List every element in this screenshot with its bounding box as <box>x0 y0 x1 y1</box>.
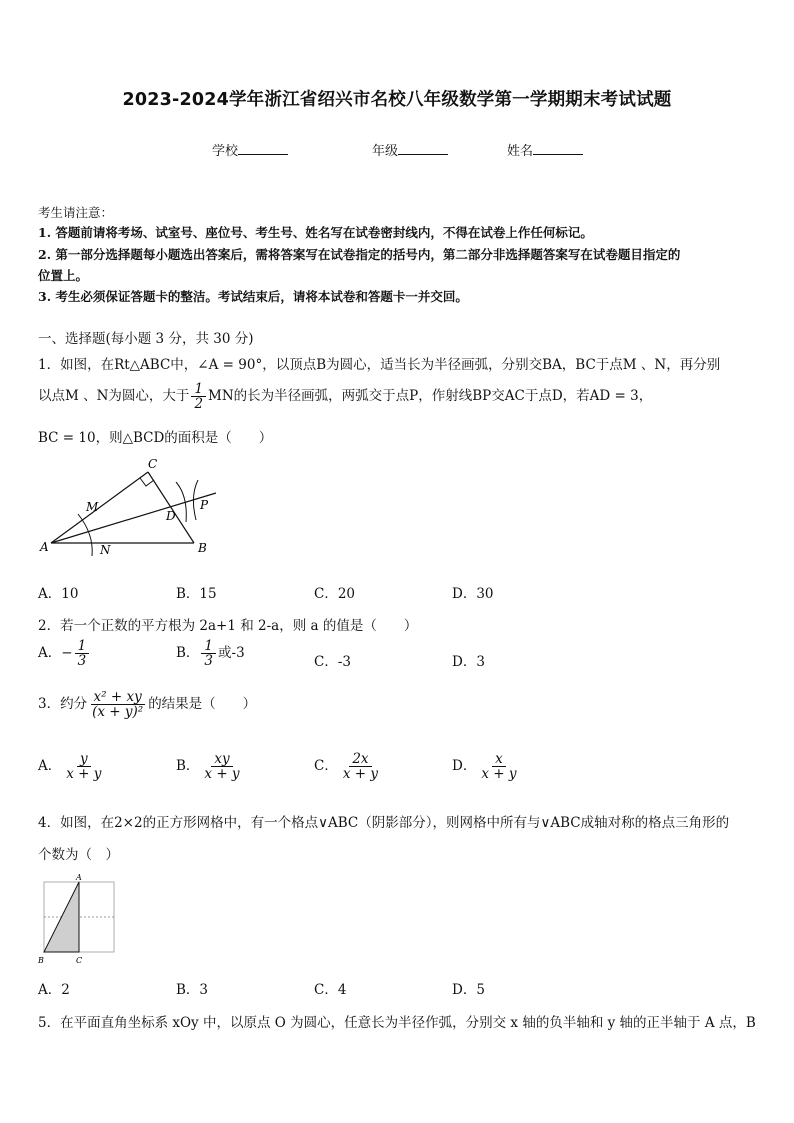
school-field <box>212 140 288 159</box>
notice-item: 位置上。 <box>38 268 89 283</box>
q4-line2: 个数为（ ） <box>38 847 119 863</box>
label-n: N <box>100 543 111 557</box>
q4-option-a: A．2 <box>38 982 70 998</box>
q3-a-num: y <box>77 752 91 767</box>
q3-option-d-label: D． <box>452 758 477 775</box>
label-p: P <box>200 498 209 512</box>
q3-option-a-fraction <box>63 752 104 781</box>
label-m: M <box>86 500 99 514</box>
q2-option-b <box>176 639 245 668</box>
q2-option-c: C．-3 <box>314 654 351 670</box>
q3-fraction <box>89 690 146 719</box>
page-title: 2023-2024学年浙江省绍兴市名校八年级数学第一学期期末考试试题 <box>122 90 672 110</box>
q3-option-a <box>38 752 106 781</box>
q3-option-d-fraction <box>478 752 519 781</box>
q2-a-den: 3 <box>77 653 87 670</box>
section-heading: 一、选择题(每小题 3 分，共 30 分) <box>38 331 254 347</box>
label-b: B <box>198 541 207 555</box>
q1-option-b: B．15 <box>176 586 217 602</box>
q1-frac-num: 1 <box>191 382 206 397</box>
q3-option-b-fraction <box>201 752 242 781</box>
q4-grid-figure <box>36 872 120 968</box>
q1-fraction <box>191 382 206 411</box>
notice-item: 1. 答题前请将考场、试室号、座位号、考生号、姓名写在试卷密封线内，不得在试卷上作任何标记。 <box>38 225 593 240</box>
q3-d-num: x <box>492 752 506 767</box>
notice-item: 2. 第一部分选择题每小题选出答案后，需将答案写在试卷指定的括号内，第二部分非选择题答案写在试卷题目指定的 <box>38 247 681 262</box>
q3-prefix: 3．约分 <box>38 696 88 713</box>
q2-option-a <box>38 639 91 668</box>
notice-heading: 考生请注意： <box>38 205 114 220</box>
name-field <box>507 140 583 159</box>
q1-option-a: A．10 <box>38 586 79 602</box>
q1-line2-b: MN的长为半径画弧，两弧交于点P，作射线BP交AC于点D，若AD = 3， <box>208 388 653 405</box>
q2-stem: 2．若一个正数的平方根为 2a+1 和 2-a，则 a 的值是（ ） <box>38 618 418 634</box>
label-a: A <box>76 873 82 882</box>
q4-line1: 4．如图，在2×2的正方形网格中，有一个格点∨ABC（阴影部分），则网格中所有与∨ABC成轴对称的格点三角形的 <box>38 815 730 831</box>
q2-b-num: 1 <box>201 639 216 654</box>
grade-field <box>372 140 448 159</box>
q2-option-d: D．3 <box>452 654 485 670</box>
q3-c-den: x + y <box>342 766 378 783</box>
q2-option-b-fraction <box>201 639 216 668</box>
notice-item: 3. 考生必须保证答题卡的整洁。考试结束后，请将本试卷和答题卡一并交回。 <box>38 289 468 304</box>
q3-b-num: xy <box>211 752 232 767</box>
school-blank <box>238 142 288 155</box>
grade-label: 年级 <box>372 144 399 159</box>
q3-den: (x + y)² <box>92 704 144 721</box>
segment-ac <box>51 472 148 543</box>
q3-c-num: 2x <box>349 752 371 767</box>
name-blank <box>533 142 583 155</box>
q2-b-den: 3 <box>204 653 214 670</box>
label-b: B <box>38 956 44 965</box>
q3-num: x² + xy <box>91 690 145 705</box>
q3-option-c-label: C． <box>314 758 338 775</box>
label-a: A <box>40 540 49 554</box>
q3-stem <box>38 690 256 719</box>
q1-option-d: D．30 <box>452 586 494 602</box>
q3-suffix: 的结果是（ ） <box>148 696 257 713</box>
q1-line3: BC = 10，则△BCD的面积是（ ） <box>38 430 273 446</box>
name-label: 姓名 <box>507 144 534 159</box>
q3-option-c <box>314 752 383 781</box>
q3-a-den: x + y <box>66 766 102 783</box>
q3-option-d <box>452 752 521 781</box>
right-angle-mark <box>140 478 154 486</box>
q3-option-b-label: B． <box>176 758 200 775</box>
q2-a-num: 1 <box>75 639 90 654</box>
school-label: 学校 <box>212 144 239 159</box>
q5-line1: 5．在平面直角坐标系 xOy 中，以原点 O 为圆心，任意长为半径作弧，分别交 x 轴的负半轴和 y 轴的正半轴于 A 点，B <box>38 1015 756 1031</box>
q1-line2-a: 以点M 、N为圆心，大于 <box>38 388 190 405</box>
arc-mn <box>78 514 92 556</box>
q1-option-c: C．20 <box>314 586 356 602</box>
label-d: D <box>166 509 176 523</box>
q3-d-den: x + y <box>481 766 517 783</box>
label-c: C <box>148 457 158 471</box>
q3-b-den: x + y <box>204 766 240 783</box>
arc-1 <box>176 482 186 522</box>
q4-option-d: D．5 <box>452 982 485 998</box>
ray-bp <box>51 493 216 543</box>
q3-option-a-label: A． <box>38 758 62 775</box>
q2-option-a-prefix: A．− <box>38 645 73 662</box>
q3-option-b <box>176 752 245 781</box>
label-c: C <box>76 956 83 965</box>
q3-option-c-fraction <box>340 752 381 781</box>
q2-option-a-fraction <box>75 639 90 668</box>
q4-option-b: B．3 <box>176 982 209 998</box>
grade-blank <box>398 142 448 155</box>
q2-option-b-suffix: 或-3 <box>218 645 245 662</box>
q1-line2 <box>38 382 652 411</box>
q2-option-b-prefix: B． <box>176 645 200 662</box>
q1-frac-den: 2 <box>194 396 204 413</box>
q1-line1: 1．如图，在Rt△ABC中，∠A = 90°，以顶点B为圆心，适当长为半径画弧，分别交BA，BC于点M 、N，再分别 <box>38 357 721 373</box>
segment-cb <box>148 472 194 543</box>
q4-option-c: C．4 <box>314 982 347 998</box>
q1-triangle-figure <box>36 456 226 560</box>
